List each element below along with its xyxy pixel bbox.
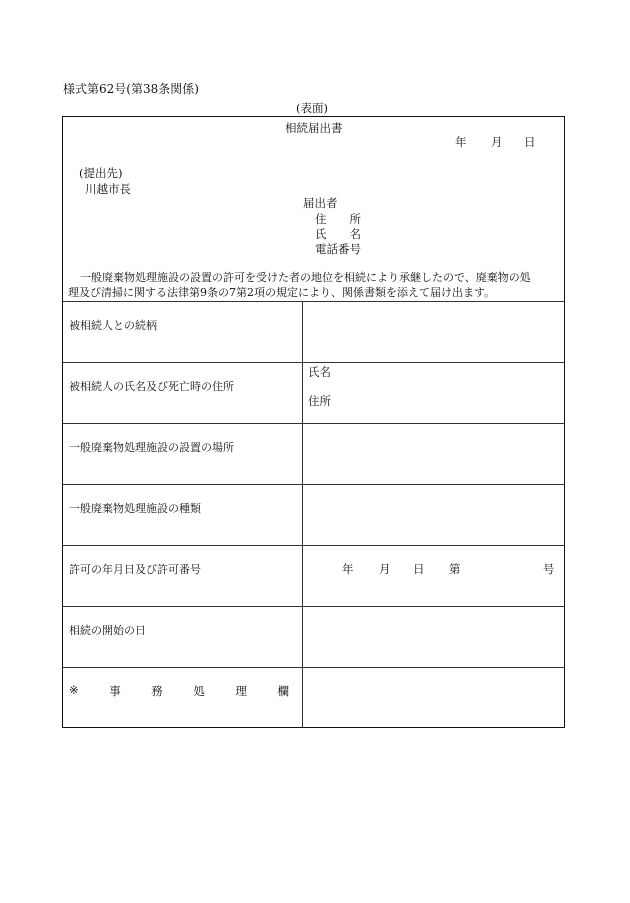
office-use-mark: ※	[69, 683, 79, 697]
recipient-label: (提出先)	[79, 166, 123, 180]
column-divider	[302, 301, 303, 727]
applicant-address-label: 住 所	[315, 212, 361, 226]
row-divider	[63, 667, 564, 668]
notice-line-2: 理及び清掃に関する法律第9条の7第2項の規定により、関係書類を添えて届け出ます。	[68, 286, 496, 299]
date-month-label: 月	[491, 135, 503, 149]
row-label-facility-location: 一般廃棄物処理施設の設置の場所	[69, 441, 234, 454]
applicant-heading: 届出者	[303, 196, 338, 210]
row-divider	[63, 545, 564, 546]
row-divider	[63, 423, 564, 424]
table-top-rule	[63, 301, 564, 302]
office-use-label	[69, 683, 289, 699]
row-divider	[63, 362, 564, 363]
facility-location-field[interactable]	[307, 429, 559, 479]
recipient-name: 川越市長	[85, 182, 131, 196]
form-title: 相続届出書	[285, 121, 343, 135]
permit-day-label: 日	[413, 562, 425, 576]
row-label-facility-type: 一般廃棄物処理施設の種類	[69, 502, 201, 515]
permit-month-label: 月	[379, 562, 391, 576]
date-day-label: 日	[524, 135, 536, 149]
office-use-char: 処	[193, 684, 205, 698]
permit-year-label: 年	[342, 562, 354, 576]
row-label-deceased: 被相続人の氏名及び死亡時の住所	[69, 380, 234, 393]
date-year-label: 年	[455, 135, 467, 149]
inheritance-start-field[interactable]	[307, 612, 559, 662]
row-divider	[63, 484, 564, 485]
row-label-permit: 許可の年月日及び許可番号	[69, 563, 201, 576]
applicant-phone-label: 電話番号	[315, 242, 361, 256]
facility-type-field[interactable]	[307, 490, 559, 540]
deceased-address-label: 住所	[308, 394, 331, 408]
row-label-relationship: 被相続人との続柄	[69, 319, 157, 332]
row-divider	[63, 606, 564, 607]
office-use-char: 事	[109, 684, 121, 698]
form-number: 様式第62号(第38条関係)	[63, 82, 199, 96]
office-use-char: 務	[151, 684, 163, 698]
row-label-inheritance-start: 相続の開始の日	[69, 624, 146, 637]
form-frame	[62, 116, 565, 728]
applicant-name-label: 氏 名	[315, 227, 361, 241]
notice-line-1: 一般廃棄物処理施設の設置の許可を受けた者の地位を相続により承継したので、廃棄物の処	[80, 271, 531, 284]
permit-number-prefix: 第	[449, 562, 461, 576]
office-use-char: 理	[235, 684, 247, 698]
deceased-name-label: 氏名	[308, 365, 331, 379]
relationship-field[interactable]	[307, 307, 559, 357]
permit-number-suffix: 号	[543, 562, 555, 576]
side-label: (表面)	[296, 101, 328, 115]
office-use-char: 欄	[277, 684, 289, 698]
